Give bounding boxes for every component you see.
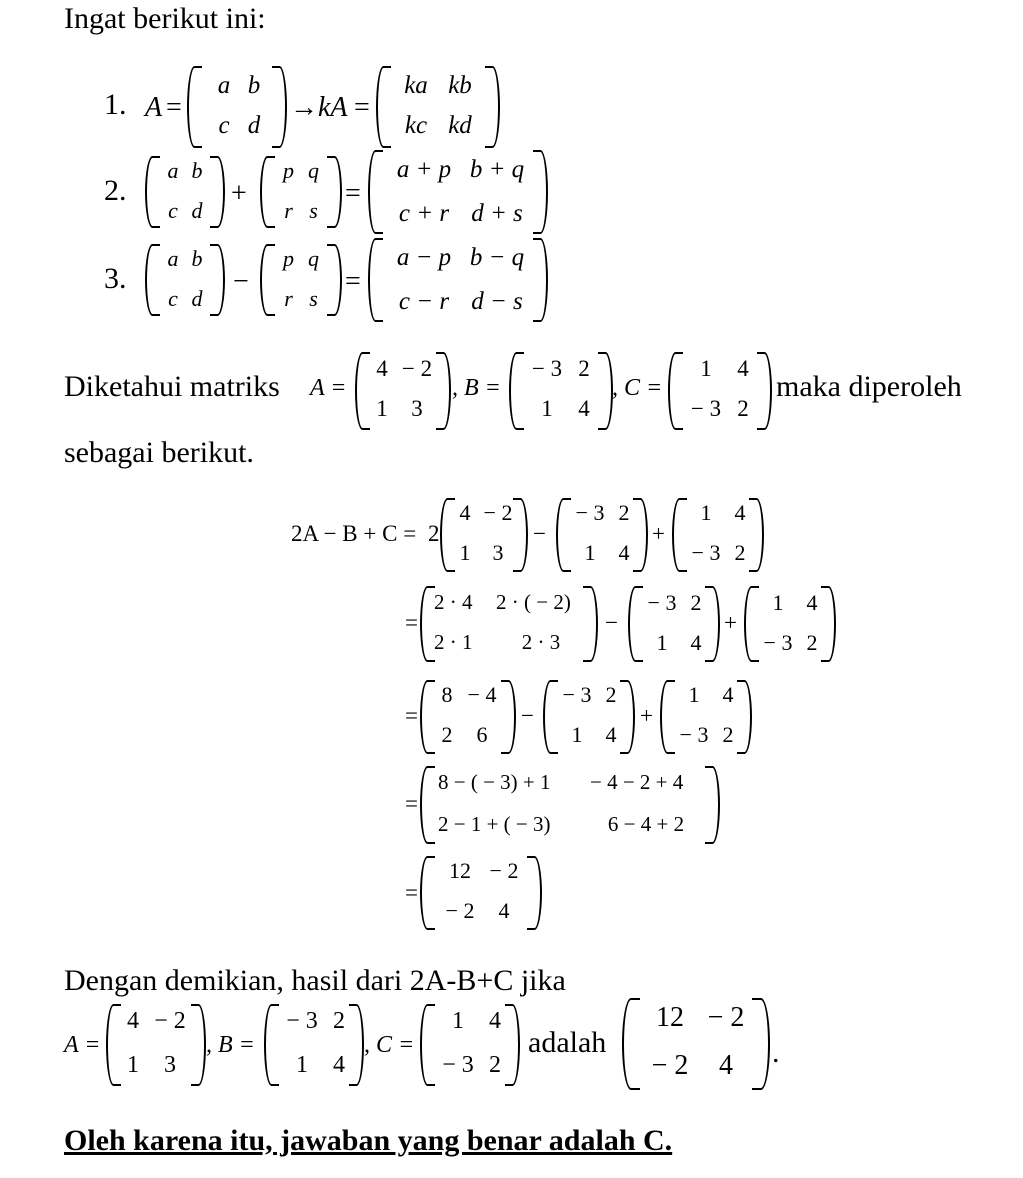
minus-sign: −: [521, 703, 534, 728]
matrix-cell: − 2: [707, 1002, 745, 1033]
matrix-cell: 2: [578, 356, 590, 381]
matrix-cell: c + r: [398, 200, 450, 227]
matrix: [744, 586, 836, 662]
matrix-cell: − 3: [763, 630, 793, 655]
matrix-cell: 1: [459, 540, 471, 565]
matrix-cell: b + q: [469, 156, 525, 183]
matrix-cell: kc: [404, 112, 428, 139]
matrix-cell: b: [247, 72, 261, 99]
conclusion-text: Dengan demikian, hasil dari 2A-B+C jika: [64, 964, 566, 997]
equals-sign: =: [354, 92, 370, 123]
matrix-cell: a − p: [396, 244, 452, 271]
matrix: [368, 150, 548, 234]
matrix-cell: p: [283, 158, 294, 183]
matrix-cell: − 2: [154, 1008, 186, 1034]
matrix-b: [264, 1004, 364, 1086]
matrix-cell: 8 − ( − 3) + 1: [438, 770, 551, 794]
equals-sign: =: [405, 791, 418, 816]
minus-sign: −: [233, 266, 249, 297]
matrix-cell: 4: [605, 722, 617, 747]
matrix: [260, 156, 342, 228]
matrix: [376, 66, 500, 148]
matrix-cell: − 3: [575, 500, 605, 525]
matrix-cell: − 3: [442, 1052, 474, 1078]
matrix: [672, 498, 764, 572]
plus-sign: +: [640, 703, 653, 728]
matrix-cell: − 2: [401, 356, 433, 381]
matrix-cell: − 2: [651, 1050, 689, 1081]
matrix-cell: − 3: [562, 682, 592, 707]
matrix-cell: c: [168, 198, 178, 223]
matrix-cell: 4: [737, 356, 749, 381]
matrix-cell: a: [167, 158, 179, 183]
matrix-label: A =: [310, 375, 347, 401]
equals-sign: =: [405, 610, 418, 635]
matrix-cell: − 2: [483, 500, 513, 525]
matrix-cell: 4: [618, 540, 630, 565]
calc-lhs: 2A − B + C =: [291, 521, 417, 546]
matrix-label: , C =: [612, 375, 663, 401]
minus-sign: −: [605, 610, 618, 635]
matrix-label: , C =: [364, 1032, 415, 1058]
matrix-cell: 12: [449, 858, 471, 883]
matrix-cell: − 3: [691, 540, 721, 565]
matrix-cell: 2: [734, 540, 746, 565]
matrix-cell: − 3: [647, 590, 677, 615]
matrix-cell: 3: [492, 540, 504, 565]
rule-number: 3.: [104, 262, 127, 295]
matrix-cell: ka: [404, 72, 428, 99]
matrix-symbol: A: [145, 92, 163, 123]
matrix-cell: a + p: [396, 156, 452, 183]
matrix-cell: 2: [806, 630, 818, 655]
matrix-cell: 4: [690, 630, 702, 655]
matrix-a: [355, 352, 451, 430]
matrix-cell: − 4: [467, 682, 497, 707]
matrix-cell: 6: [476, 722, 488, 747]
matrix-cell: d: [191, 198, 203, 223]
matrix-cell: 4: [722, 682, 734, 707]
matrix-label: , B =: [452, 375, 501, 401]
matrix-cell: 1: [772, 590, 784, 615]
matrix-cell: kd: [448, 112, 472, 139]
matrix-cell: 1: [688, 682, 700, 707]
matrix: [260, 244, 342, 316]
final-answer: Oleh karena itu, jawaban yang benar adalah C.: [64, 1124, 673, 1157]
matrix-cell: 4: [578, 396, 590, 421]
rule-number: 1.: [104, 88, 127, 121]
matrix-cell: 4: [376, 356, 388, 381]
matrix-b: [509, 352, 613, 430]
matrix-cell: 2 · ( − 2): [496, 590, 571, 614]
matrix-cell: 3: [411, 396, 423, 421]
matrix-symbol: kA: [318, 92, 348, 123]
matrix: [420, 680, 516, 754]
matrix-cell: d − s: [471, 288, 523, 315]
matrix-cell: d: [247, 112, 261, 139]
matrix-cell: 1: [541, 396, 553, 421]
matrix-cell: c: [168, 286, 178, 311]
matrix-cell: q: [308, 158, 319, 183]
result-matrix: [420, 856, 542, 930]
intro-text: Ingat berikut ini:: [64, 2, 266, 35]
matrix: [440, 498, 528, 572]
matrix-cell: 2: [605, 682, 617, 707]
matrix-cell: 4: [489, 1008, 501, 1034]
matrix-cell: a: [167, 246, 179, 271]
matrix-cell: 2: [737, 396, 749, 421]
matrix-cell: 1: [127, 1052, 139, 1078]
matrix-cell: b: [191, 158, 203, 183]
result-matrix: [622, 998, 770, 1090]
matrix-cell: 2: [618, 500, 630, 525]
matrix: [187, 66, 287, 148]
matrix-label: , B =: [206, 1032, 255, 1058]
matrix: [543, 680, 635, 754]
rule-number: 2.: [104, 174, 127, 207]
matrix-cell: 4: [719, 1050, 733, 1081]
matrix: [660, 680, 752, 754]
matrix-cell: 2: [690, 590, 702, 615]
matrix-cell: 1: [700, 500, 712, 525]
equals-sign: =: [405, 703, 418, 728]
matrix-cell: d: [191, 286, 203, 311]
given-text: maka diperoleh: [776, 370, 962, 403]
matrix-cell: − 3: [679, 722, 709, 747]
matrix-cell: 6 − 4 + 2: [607, 812, 685, 836]
conclusion-text: adalah: [528, 1026, 607, 1059]
matrix-cell: b: [191, 246, 203, 271]
matrix-cell: r: [284, 286, 293, 311]
matrix: [420, 766, 720, 844]
matrix-cell: − 3: [531, 356, 563, 381]
matrix-cell: 4: [459, 500, 471, 525]
matrix-cell: 1: [452, 1008, 464, 1034]
minus-sign: −: [533, 521, 546, 546]
equals-sign: =: [345, 178, 361, 209]
plus-sign: +: [652, 521, 665, 546]
matrix-cell: 4: [127, 1008, 139, 1034]
matrix-cell: 4: [333, 1052, 345, 1078]
matrix-cell: − 2: [445, 898, 475, 923]
matrix-cell: 1: [584, 540, 596, 565]
matrix-cell: p: [283, 246, 294, 271]
period: .: [772, 1036, 780, 1069]
matrix-cell: b − q: [469, 244, 525, 271]
matrix-cell: − 3: [286, 1008, 318, 1034]
matrix-c: [668, 352, 772, 430]
matrix-cell: 2: [722, 722, 734, 747]
scalar: 2: [428, 521, 440, 546]
matrix-cell: 2: [333, 1008, 345, 1034]
matrix-cell: 2 − 1 + ( − 3): [438, 812, 551, 836]
matrix-cell: − 4 − 2 + 4: [590, 770, 684, 794]
matrix: [628, 586, 720, 662]
matrix-cell: 1: [296, 1052, 308, 1078]
matrix-cell: 1: [700, 356, 712, 381]
matrix-a: [106, 1004, 206, 1086]
matrix: [368, 238, 548, 322]
matrix-cell: 4: [734, 500, 746, 525]
matrix-cell: − 3: [690, 396, 722, 421]
equals-sign: =: [166, 92, 182, 123]
matrix-cell: kb: [448, 72, 472, 99]
arrow: →: [290, 92, 318, 123]
matrix-cell: 1: [376, 396, 388, 421]
matrix-cell: a: [217, 72, 231, 99]
matrix-cell: 2 · 4: [434, 590, 473, 614]
matrix-cell: r: [284, 198, 293, 223]
matrix-c: [420, 1004, 520, 1086]
matrix-cell: 8: [441, 682, 453, 707]
matrix-cell: 4: [498, 898, 510, 923]
matrix-cell: − 2: [489, 858, 519, 883]
matrix-cell: 3: [164, 1052, 176, 1078]
matrix-cell: s: [309, 286, 318, 311]
matrix-cell: 2 · 1: [434, 630, 473, 654]
matrix: [145, 156, 225, 228]
given-text: Diketahui matriks: [64, 370, 280, 403]
plus-sign: +: [231, 178, 247, 209]
matrix-cell: c: [218, 112, 230, 139]
matrix-cell: 1: [571, 722, 583, 747]
matrix-cell: 4: [806, 590, 818, 615]
equals-sign: =: [405, 880, 418, 905]
matrix-cell: 2 · 3: [521, 630, 561, 654]
matrix: [420, 586, 598, 662]
matrix-cell: 2: [441, 722, 453, 747]
matrix-label: A =: [64, 1032, 101, 1058]
equals-sign: =: [345, 266, 361, 297]
given-text: sebagai berikut.: [64, 436, 254, 469]
matrix-cell: q: [308, 246, 319, 271]
matrix-cell: 2: [489, 1052, 501, 1078]
matrix: [145, 244, 225, 316]
matrix-cell: s: [309, 198, 318, 223]
matrix: [556, 498, 648, 572]
matrix-cell: c − r: [398, 288, 450, 315]
matrix-cell: 1: [656, 630, 668, 655]
matrix-cell: 12: [656, 1002, 684, 1033]
matrix-cell: d + s: [471, 200, 523, 227]
plus-sign: +: [724, 610, 737, 635]
